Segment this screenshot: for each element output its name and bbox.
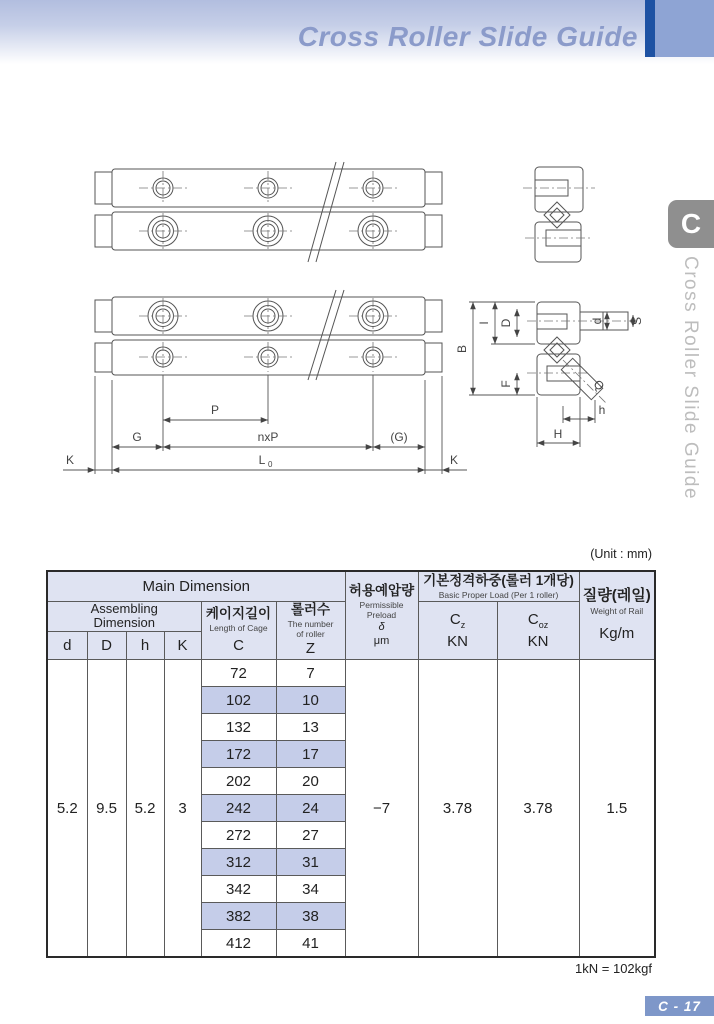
unit-conversion-note: 1kN = 102kgf xyxy=(575,961,652,976)
cell-Z: 41 xyxy=(276,930,345,957)
cell-Z: 24 xyxy=(276,795,345,822)
dim-label-h: h xyxy=(598,403,606,417)
dim-label-S: S xyxy=(630,316,644,326)
cell-Z: 20 xyxy=(276,768,345,795)
dim-label-F: F xyxy=(499,380,513,388)
cell-Z: 38 xyxy=(276,903,345,930)
cell-Z: 13 xyxy=(276,714,345,741)
dim-label-d: d xyxy=(590,317,604,325)
main-dimension-header: Main Dimension xyxy=(47,571,345,601)
page-title: Cross Roller Slide Guide xyxy=(297,21,638,52)
rail-pair-bottom xyxy=(95,290,442,380)
cell-C: 342 xyxy=(201,876,276,903)
cell-C: 312 xyxy=(201,849,276,876)
cell-C: 172 xyxy=(201,741,276,768)
page-number: C - 17 xyxy=(645,996,714,1016)
header-corner-block xyxy=(655,0,714,57)
cross-section-drawing xyxy=(455,152,665,482)
preload-header: 허용예압량 Permissible Preload δ μm xyxy=(345,571,418,660)
plan-dimensions xyxy=(63,375,467,474)
page-header xyxy=(0,0,714,64)
value-h: 5.2 xyxy=(126,660,164,957)
section-dimension-view xyxy=(455,302,644,447)
weight-header: 질량(레일) Weight of Rail Kg/m xyxy=(579,571,655,660)
cell-C: 202 xyxy=(201,768,276,795)
dim-label-K-left: K xyxy=(65,453,75,467)
col-header-D: D xyxy=(87,632,126,660)
dim-label-nxP: nxP xyxy=(257,430,279,444)
section-tab-letter: C xyxy=(680,208,702,239)
col-header-K: K xyxy=(164,632,201,660)
section-tab xyxy=(668,200,714,248)
cell-Z: 34 xyxy=(276,876,345,903)
dim-label-P: P xyxy=(210,403,220,417)
value-coz: 3.78 xyxy=(497,660,579,957)
dim-label-D: D xyxy=(499,318,513,328)
dim-label-G-paren: (G) xyxy=(390,430,408,444)
value-D: 9.5 xyxy=(87,660,126,957)
value-cz: 3.78 xyxy=(418,660,497,957)
cell-Z: 31 xyxy=(276,849,345,876)
cell-C: 382 xyxy=(201,903,276,930)
coz-header: $C_{oz}$ KN xyxy=(497,601,579,660)
value-d: 5.2 xyxy=(47,660,87,957)
cz-header: $C_z$ KN xyxy=(418,601,497,660)
dim-label-Q: Q xyxy=(590,376,608,394)
cell-C: 412 xyxy=(201,930,276,957)
rail-pair-top xyxy=(95,162,442,262)
cell-C: 102 xyxy=(201,687,276,714)
header-accent-stripe xyxy=(645,0,655,57)
sidebar-vertical-title: Cross Roller Slide Guide xyxy=(680,256,701,501)
col-header-d: d xyxy=(47,632,87,660)
dim-label-K-right: K xyxy=(449,453,459,467)
dim-label-H: H xyxy=(553,427,563,441)
table-row xyxy=(47,660,655,687)
cell-Z: 7 xyxy=(276,660,345,687)
roller-count-header: 롤러수 The number of roller Z xyxy=(276,601,345,660)
cell-Z: 17 xyxy=(276,741,345,768)
cell-C: 132 xyxy=(201,714,276,741)
value-K: 3 xyxy=(164,660,201,957)
dimension-table xyxy=(46,570,656,958)
cell-C: 272 xyxy=(201,822,276,849)
cell-Z: 10 xyxy=(276,687,345,714)
assembling-dimension-header: Assembling Dimension xyxy=(47,601,201,632)
value-preload: −7 xyxy=(345,660,418,957)
col-header-h: h xyxy=(126,632,164,660)
cell-C: 242 xyxy=(201,795,276,822)
value-weight: 1.5 xyxy=(579,660,655,957)
basic-load-header: 기본정격하중(롤러 1개당) Basic Proper Load (Per 1 roller) xyxy=(418,571,579,601)
dim-label-B: B xyxy=(455,344,469,354)
rail-plan-drawing xyxy=(55,152,475,482)
unit-note: (Unit : mm) xyxy=(590,547,652,561)
section-top-view xyxy=(523,167,595,262)
dim-label-I: I xyxy=(477,321,491,325)
cage-length-header: 케이지길이 Length of Cage C xyxy=(201,601,276,660)
dim-label-L0-sub: 0 xyxy=(268,460,273,469)
cell-C: 72 xyxy=(201,660,276,687)
cell-Z: 27 xyxy=(276,822,345,849)
dim-label-L0: L xyxy=(258,453,266,467)
dim-label-G: G xyxy=(132,430,142,444)
